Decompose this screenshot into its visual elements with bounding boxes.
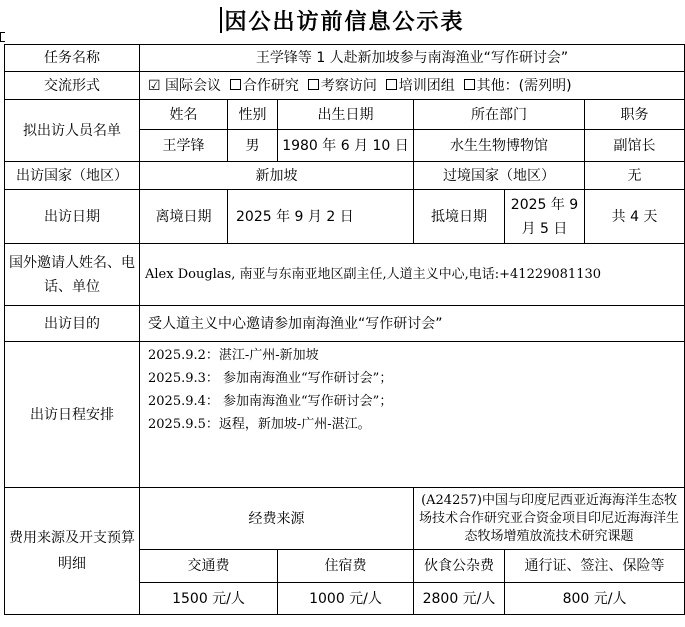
cost-value-transport: 1500 元/人 (140, 583, 278, 615)
budget-label: 费用来源及开支预算明细 (5, 488, 140, 615)
task-row (5, 45, 685, 72)
exchange-options (140, 72, 685, 100)
checkbox-icon (230, 79, 241, 90)
personnel-label: 拟出访人员名单 (5, 100, 140, 162)
fund-label: 经费来源 (140, 488, 414, 550)
cost-header-visa: 通行证、签注、保险等 (505, 550, 685, 583)
checkbox-icon (308, 79, 319, 90)
value-birthdate: 1980 年 6 月 10 日 (278, 130, 414, 162)
option-other: 其他：(需列明) (476, 77, 572, 94)
header-name: 姓名 (140, 100, 228, 130)
checkbox-icon (386, 79, 397, 90)
value-department: 水生生物博物馆 (414, 130, 585, 162)
checkbox-icon (464, 79, 475, 90)
title-text: 因公出访前信息公示表 (224, 10, 465, 35)
inviter-label: 国外邀请人姓名、电话、单位 (5, 244, 140, 306)
inviter-value: Alex Douglas, 南亚与东南亚地区副主任,人道主义中心,电话:+41229081130 (140, 244, 685, 306)
schedule-list (140, 342, 685, 488)
arrive-label: 抵境日期 (414, 190, 505, 244)
value-gender: 男 (228, 130, 278, 162)
option-cooperative-research: 合作研究 (242, 77, 299, 94)
purpose-row (5, 306, 685, 342)
purpose-label: 出访目的 (5, 306, 140, 342)
country-row (5, 162, 685, 190)
task-value: 王学锋等 1 人赴新加坡参与南海渔业“写作研讨会” (140, 45, 685, 72)
schedule-row (5, 342, 685, 488)
option-international-conference: ☑ 国际会议 (148, 77, 222, 94)
option-inspection-visit: 考察访问 (320, 77, 377, 94)
depart-value: 2025 年 9 月 2 日 (228, 190, 414, 244)
personnel-header-row (5, 100, 685, 130)
exchange-row (5, 72, 685, 100)
date-row (5, 190, 685, 244)
arrive-value: 2025 年 9 月 5 日 (505, 190, 585, 244)
schedule-item: 2025.9.3： 参加南海渔业“写作研讨会”； (148, 371, 393, 386)
exchange-label: 交流形式 (5, 72, 140, 100)
schedule-item: 2025.9.2：湛江-广州-新加坡 (148, 348, 319, 363)
country-label: 出访国家（地区） (5, 162, 140, 190)
cost-header-lodging: 住宿费 (278, 550, 414, 583)
info-table (4, 44, 685, 615)
schedule-label: 出访日程安排 (5, 342, 140, 488)
schedule-item: 2025.9.5：返程，新加坡-广州-湛江。 (148, 417, 371, 432)
purpose-value: 受人道主义中心邀请参加南海渔业“写作研讨会” (140, 306, 685, 342)
value-name: 王学锋 (140, 130, 228, 162)
cost-value-visa: 800 元/人 (505, 583, 685, 615)
country-value: 新加坡 (140, 162, 414, 190)
total-days: 共 4 天 (585, 190, 685, 244)
cost-value-meals: 2800 元/人 (414, 583, 505, 615)
transit-value: 无 (585, 162, 685, 190)
task-label: 任务名称 (5, 45, 140, 72)
date-label: 出访日期 (5, 190, 140, 244)
transit-label: 过境国家（地区） (414, 162, 585, 190)
header-position: 职务 (585, 100, 685, 130)
fund-value: (A24257)中国与印度尼西亚近海海洋生态牧场技术合作研究亚合资金项目印尼近海海洋生态牧场增殖放流技术研究课题 (414, 488, 685, 550)
schedule-item: 2025.9.4： 参加南海渔业“写作研讨会”； (148, 394, 393, 409)
cost-value-lodging: 1000 元/人 (278, 583, 414, 615)
cost-header-meals: 伙食公杂费 (414, 550, 505, 583)
depart-label: 离境日期 (140, 190, 228, 244)
header-birthdate: 出生日期 (278, 100, 414, 130)
page-title (0, 0, 685, 42)
header-department: 所在部门 (414, 100, 585, 130)
inviter-row (5, 244, 685, 306)
option-training-group: 培训团组 (398, 77, 455, 94)
value-position: 副馆长 (585, 130, 685, 162)
table-anchor-mark (0, 32, 5, 42)
cost-header-transport: 交通费 (140, 550, 278, 583)
text-cursor (220, 7, 222, 33)
fund-row (5, 488, 685, 550)
header-gender: 性别 (228, 100, 278, 130)
